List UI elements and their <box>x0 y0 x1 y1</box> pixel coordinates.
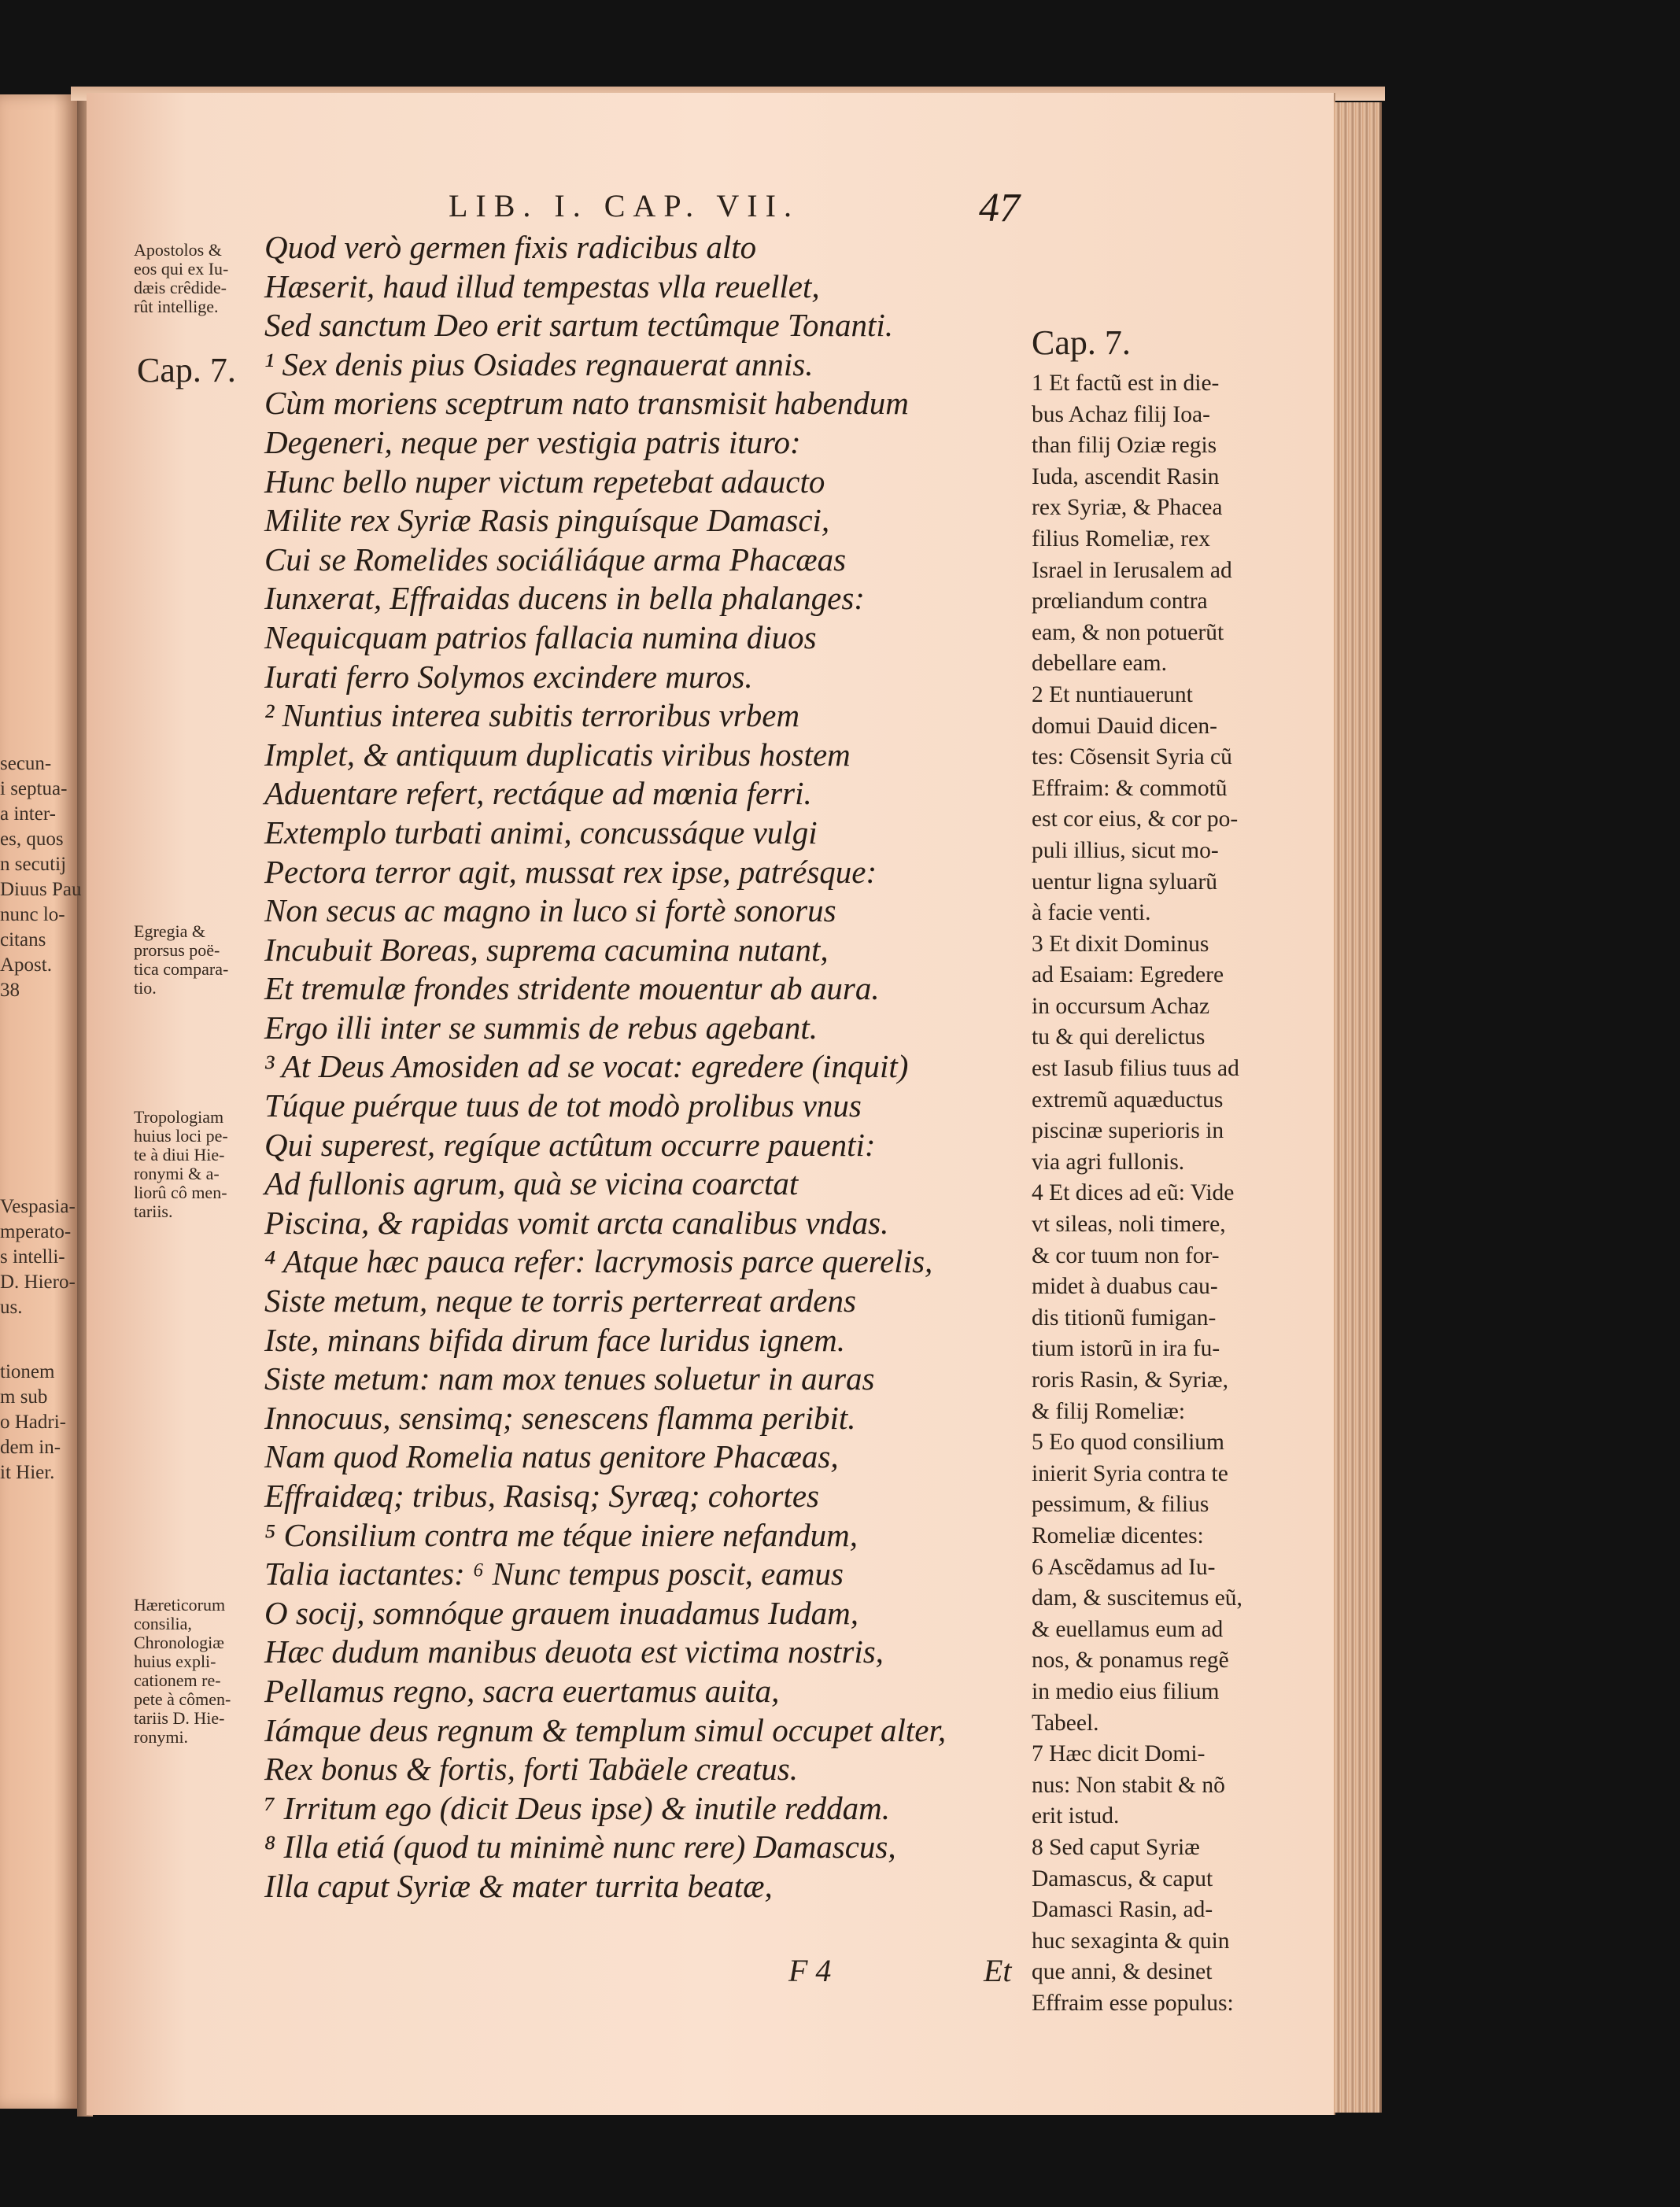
verse-line: Ad fullonis agrum, quà se vicina coarctat <box>264 1165 799 1202</box>
vulgate-line: filius Romeliæ, rex <box>1032 526 1210 552</box>
margin-note-line: eos qui ex Iu- <box>134 259 229 279</box>
verse-line: Et tremulæ frondes stridente mouentur ab aura. <box>264 970 880 1007</box>
left-page <box>0 94 77 2109</box>
fragment-line: tionem <box>0 1361 55 1382</box>
verse-line: Extemplo turbati animi, concussáque vulgi <box>264 814 818 851</box>
fragment-line: a inter- <box>0 803 56 825</box>
margin-note-line: cationem re- <box>134 1670 221 1690</box>
margin-note-line: huius loci pe- <box>134 1126 228 1146</box>
verse-line: ⁸ Illa etiá (quod tu minimè nunc rere) Damascus, <box>264 1829 896 1866</box>
verse-line: Aduentare refert, rectáque ad mœnia ferri. <box>264 775 812 812</box>
vulgate-line: 3 Et dixit Dominus <box>1032 931 1209 957</box>
verse-line: Rex bonus & fortis, forti Tabäele creatus. <box>264 1751 799 1788</box>
vulgate-line: vt sileas, noli timere, <box>1032 1212 1226 1238</box>
vulgate-line: Damasci Rasin, ad- <box>1032 1897 1213 1923</box>
margin-note-line: Egregia & <box>134 921 206 941</box>
verse-line: Iámque deus regnum & templum simul occupet alter, <box>264 1711 947 1748</box>
fragment-line: secun- <box>0 753 52 774</box>
verse-line: Nequicquam patrios fallacia numina diuos <box>264 618 817 655</box>
running-head: LIB. I. CAP. VII. <box>449 188 799 223</box>
chapter-marker-right: Cap. 7. <box>1032 323 1131 362</box>
page-edge <box>1334 102 1382 2113</box>
verse-line: ¹ Sex denis pius Osiades regnauerat annis. <box>264 345 814 382</box>
verse-line: ⁷ Irritum ego (dicit Deus ipse) & inutile reddam. <box>264 1789 891 1826</box>
page-number: 47 <box>979 186 1020 231</box>
verse-column <box>264 228 1051 1906</box>
margin-note <box>134 1108 228 1221</box>
verse-line: Piscina, & rapidas vomit arcta canalibus vndas. <box>264 1204 889 1241</box>
verse-line: Illa caput Syriæ & mater turrita beatæ, <box>264 1867 773 1904</box>
vulgate-line: à facie venti. <box>1032 900 1151 926</box>
verse-line: Hæc dudum manibus deuota est victima nostris, <box>264 1633 884 1670</box>
signature-mark: F 4 <box>788 1953 832 1988</box>
vulgate-line: Israel in Ierusalem ad <box>1032 557 1232 583</box>
vulgate-column <box>1032 368 1268 2019</box>
vulgate-line: bus Achaz filij Ioa- <box>1032 401 1210 427</box>
margin-note-line: Tropologiam <box>134 1107 224 1127</box>
margin-note-line: te à diui Hie- <box>134 1145 225 1164</box>
fragment-line: o Hadri- <box>0 1412 66 1433</box>
left-page-fragment <box>0 751 81 1003</box>
vulgate-line: Iuda, ascendit Rasin <box>1032 463 1220 489</box>
margin-note <box>134 1596 231 1747</box>
fragment-line: 38 <box>0 980 20 1001</box>
vulgate-line: Damascus, & caput <box>1032 1866 1213 1891</box>
verse-line: Incubuit Boreas, suprema cacumina nutant, <box>264 931 829 968</box>
vulgate-line: & euellamus eum ad <box>1032 1616 1224 1642</box>
margin-note-line: huius expli- <box>134 1652 216 1671</box>
verse-line: Non secus ac magno in luco si fortè sonorus <box>264 892 836 929</box>
verse-line: Cùm moriens sceptrum nato transmisit habendum <box>264 385 909 422</box>
vulgate-line: 8 Sed caput Syriæ <box>1032 1834 1200 1860</box>
vulgate-line: tu & qui derelictus <box>1032 1024 1206 1050</box>
verse-line: Innocuus, sensimq; senescens flamma peribit. <box>264 1399 856 1436</box>
verse-line: Cui se Romelides sociáliáque arma Phacæas <box>264 541 847 578</box>
verse-line: Degeneri, neque per vestigia patris ituro: <box>264 423 801 460</box>
margin-note-line: pete à cômen- <box>134 1689 231 1709</box>
vulgate-line: debellare eam. <box>1032 651 1167 677</box>
left-page-fragment <box>0 1360 66 1485</box>
vulgate-line: pessimum, & filius <box>1032 1492 1209 1518</box>
verse-line: Pellamus regno, sacra euertamus auita, <box>264 1672 780 1709</box>
verse-line: ³ At Deus Amosiden ad se vocat: egredere (inquit) <box>264 1048 909 1085</box>
margin-note-line: Apostolos & <box>134 240 222 260</box>
fragment-line: it Hier. <box>0 1462 55 1483</box>
fragment-line: dem in- <box>0 1437 61 1458</box>
fragment-line: citans <box>0 929 46 950</box>
fragment-line: i septua- <box>0 778 68 799</box>
verse-line: ⁴ Atque hæc pauca refer: lacrymosis parce querelis, <box>264 1243 933 1280</box>
margin-note-line: ronymi. <box>134 1727 189 1747</box>
fragment-line: us. <box>0 1297 23 1318</box>
vulgate-line: uentur ligna syluarũ <box>1032 869 1217 895</box>
vulgate-line: midet à duabus cau- <box>1032 1274 1218 1300</box>
vulgate-line: & cor tuum non for- <box>1032 1242 1220 1268</box>
margin-note-line: Hæreticorum <box>134 1595 226 1615</box>
fragment-line: m sub <box>0 1386 48 1408</box>
verse-line: Sed sanctum Deo erit sartum tectûmque Tonanti. <box>264 307 894 344</box>
vulgate-line: erit istud. <box>1032 1803 1120 1829</box>
margin-note-line: tio. <box>134 978 157 998</box>
margin-note-line: prorsus poë- <box>134 940 220 960</box>
verse-line: Nam quod Romelia natus genitore Phacæas, <box>264 1438 839 1475</box>
verse-line: Iunxerat, Effraidas ducens in bella phalanges: <box>264 580 865 617</box>
vulgate-line: 6 Ascẽdamus ad Iu- <box>1032 1554 1216 1580</box>
vulgate-line: 7 Hæc dicit Domi- <box>1032 1741 1206 1767</box>
vulgate-line: nos, & ponamus regẽ <box>1032 1648 1229 1674</box>
vulgate-line: tium istorũ in ira fu- <box>1032 1336 1220 1362</box>
margin-note-line: consilia, <box>134 1614 192 1633</box>
verse-line: Iste, minans bifida dirum face luridus ignem. <box>264 1321 845 1358</box>
vulgate-line: & filij Romeliæ: <box>1032 1398 1186 1424</box>
verse-line: ² Nuntius interea subitis terroribus vrbem <box>264 697 800 734</box>
vulgate-line: Romeliæ dicentes: <box>1032 1522 1204 1548</box>
vulgate-line: rex Syriæ, & Phacea <box>1032 495 1223 521</box>
vulgate-line: Effraim esse populus: <box>1032 1990 1234 2016</box>
verse-line: Hæserit, haud illud tempestas vlla reuellet, <box>264 268 820 304</box>
fragment-line: es, quos <box>0 829 64 850</box>
verse-line: ⁵ Consilium contra me téque iniere nefandum, <box>264 1516 858 1553</box>
vulgate-line: dis titionũ fumigan- <box>1032 1305 1217 1330</box>
vulgate-line: via agri fullonis. <box>1032 1149 1185 1175</box>
vulgate-line: puli illius, sicut mo- <box>1032 837 1219 863</box>
vulgate-line: roris Rasin, & Syriæ, <box>1032 1367 1228 1393</box>
verse-line: Túque puérque tuus de tot modò prolibus vnus <box>264 1087 862 1124</box>
vulgate-line: Effraim: & commotũ <box>1032 775 1228 801</box>
catchword: Et <box>984 1953 1012 1988</box>
fragment-line: Apost. <box>0 954 52 976</box>
fragment-line: D. Hiero- <box>0 1271 76 1293</box>
vulgate-line: in medio eius filium <box>1032 1678 1220 1704</box>
verse-line: Hunc bello nuper victum repetebat adaucto <box>264 463 825 500</box>
chapter-marker-left: Cap. 7. <box>137 351 236 389</box>
verse-line: Quod verò germen fixis radicibus alto <box>264 229 757 265</box>
margin-note-line: tica compara- <box>134 959 229 979</box>
vulgate-line: ad Esaiam: Egredere <box>1032 962 1224 988</box>
vulgate-line: than filij Oziæ regis <box>1032 433 1217 459</box>
verse-line: Siste metum, neque te torris perterreat ardens <box>264 1282 856 1319</box>
fragment-line: Diuus Pau <box>0 879 82 900</box>
vulgate-line: 2 Et nuntiauerunt <box>1032 681 1193 707</box>
vulgate-line: inierit Syria contra te <box>1032 1460 1228 1486</box>
fragment-line: Vespasia- <box>0 1196 76 1217</box>
verse-line: Ergo illi inter se summis de rebus agebant. <box>264 1009 818 1046</box>
margin-note-line: rût intellige. <box>134 297 219 316</box>
vulgate-line: est Iasub filius tuus ad <box>1032 1056 1239 1082</box>
vulgate-line: dam, & suscitemus eũ, <box>1032 1585 1242 1611</box>
verse-line: Effraidæq; tribus, Rasisq; Syræq; cohortes <box>264 1478 819 1514</box>
vulgate-line: est cor eius, & cor po- <box>1032 806 1239 832</box>
vulgate-line: 1 Et factũ est in die- <box>1032 371 1220 396</box>
vulgate-line: huc sexaginta & quin <box>1032 1928 1230 1954</box>
vulgate-line: domui Dauid dicen- <box>1032 713 1217 739</box>
fragment-line: n secutij <box>0 854 67 875</box>
margin-note-line: liorû cô men- <box>134 1183 227 1202</box>
vulgate-line: extremũ aquæductus <box>1032 1087 1224 1113</box>
vulgate-line: 5 Eo quod consilium <box>1032 1430 1225 1456</box>
margin-note-line: ronymi & a- <box>134 1164 220 1183</box>
vulgate-line: que anni, & desinet <box>1032 1959 1213 1985</box>
verse-line: Talia iactantes: ⁶ Nunc tempus poscit, eamus <box>264 1556 844 1593</box>
verse-line: O socij, somnóque grauem inuadamus Iudam, <box>264 1594 859 1631</box>
left-page-fragment <box>0 1194 76 1320</box>
vulgate-line: eam, & non potuerũt <box>1032 619 1224 645</box>
margin-note-line: dæis crêdide- <box>134 278 227 297</box>
fragment-line: mperato- <box>0 1221 72 1242</box>
verse-line: Implet, & antiquum duplicatis viribus hostem <box>264 736 851 773</box>
vulgate-line: nus: Non stabit & nõ <box>1032 1772 1225 1798</box>
margin-note-line: tariis D. Hie- <box>134 1708 225 1728</box>
verse-line: Qui superest, regíque actûtum occurre pauenti: <box>264 1126 876 1163</box>
margin-note <box>134 922 228 998</box>
verse-line: Pectora terror agit, mussat rex ipse, patrésque: <box>264 853 877 890</box>
vulgate-line: piscinæ superioris in <box>1032 1118 1224 1144</box>
fragment-line: nunc lo- <box>0 904 65 925</box>
vulgate-line: 4 Et dices ad eũ: Vide <box>1032 1180 1235 1206</box>
margin-note-line: Chronologiæ <box>134 1633 224 1652</box>
verse-line: Milite rex Syriæ Rasis pinguísque Damasci, <box>264 502 830 539</box>
margin-note-line: tariis. <box>134 1201 173 1221</box>
verse-line: Siste metum: nam mox tenues soluetur in auras <box>264 1360 875 1397</box>
margin-note <box>134 241 228 316</box>
vulgate-line: Tabeel. <box>1032 1710 1099 1736</box>
vulgate-line: prœliandum contra <box>1032 589 1208 614</box>
vulgate-line: in occursum Achaz <box>1032 993 1210 1019</box>
verse-line: Iurati ferro Solymos excindere muros. <box>264 658 753 695</box>
vulgate-line: tes: Cõsensit Syria cũ <box>1032 744 1232 770</box>
fragment-line: s intelli- <box>0 1246 65 1268</box>
